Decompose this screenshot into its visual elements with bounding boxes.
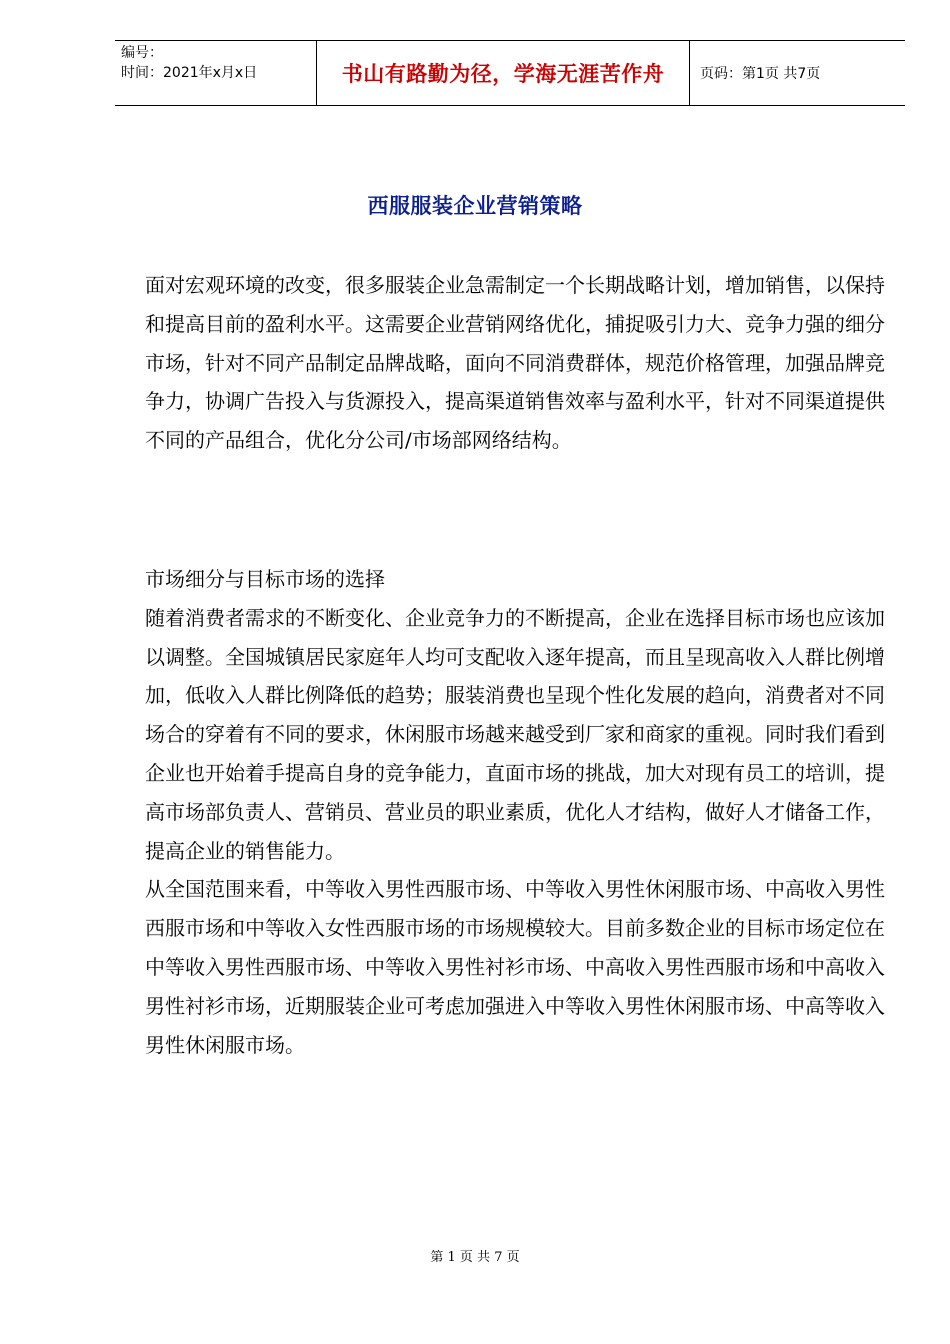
header-motto: 书山有路勤为径，学海无涯苦作舟 (316, 41, 690, 105)
header-meta (115, 41, 316, 105)
paragraph-intro: 面对宏观环境的改变，很多服装企业急需制定一个长期战略计划，增加销售，以保持和提高目前的盈利水平。这需要企业营销网络优化，捕捉吸引力大、竞争力强的细分市场，针对不同产品制定品牌战略，面向不同消费群体，规范价格管理，加强品牌竞争力，协调广告投入与货源投入，提高渠道销售效率与盈利水平，针对不同渠道提供不同的产品组合，优化分公司/市场部网络结构。 (145, 273, 885, 453)
header-page-number: 页码：第1页 共7页 (700, 66, 821, 82)
intro-section (145, 266, 885, 460)
page-footer: 第 1 页 共 7 页 (430, 1250, 520, 1265)
section-heading: 市场细分与目标市场的选择 (145, 567, 385, 591)
market-section (145, 560, 885, 1064)
document-date-label: 时间：2021年x月x日 (121, 65, 258, 81)
document-title: 西服服装企业营销策略 (367, 193, 583, 218)
document-number-label: 编号： (121, 45, 163, 61)
paragraph-market-segmentation: 随着消费者需求的不断变化、企业竞争力的不断提高，企业在选择目标市场也应该加以调整。全国城镇居民家庭年人均可支配收入逐年提高，而且呈现高收入人群比例增加，低收入人群比例降低的趋势；服装消费也呈现个性化发展的趋向，消费者对不同场合的穿着有不同的要求，休闲服市场越来越受到厂家和商家的重视。同时我们看到企业也开始着手提高自身的竞争能力，直面市场的挑战，加大对现有员工的培训，提高市场部负责人、营销员、营业员的职业素质，优化人才结构，做好人才储备工作，提高企业的销售能力。 (145, 605, 885, 863)
paragraph-market-scale: 从全国范围来看，中等收入男性西服市场、中等收入男性休闲服市场、中高收入男性西服市场和中等收入女性西服市场的市场规模较大。目前多数企业的目标市场定位在中等收入男性西服市场、中等收入男性衬衫市场、中高收入男性西服市场和中高收入男性衬衫市场，近期服装企业可考虑加强进入中等收入男性休闲服市场、中高等收入男性休闲服市场。 (145, 877, 885, 1057)
page-header (115, 40, 905, 106)
